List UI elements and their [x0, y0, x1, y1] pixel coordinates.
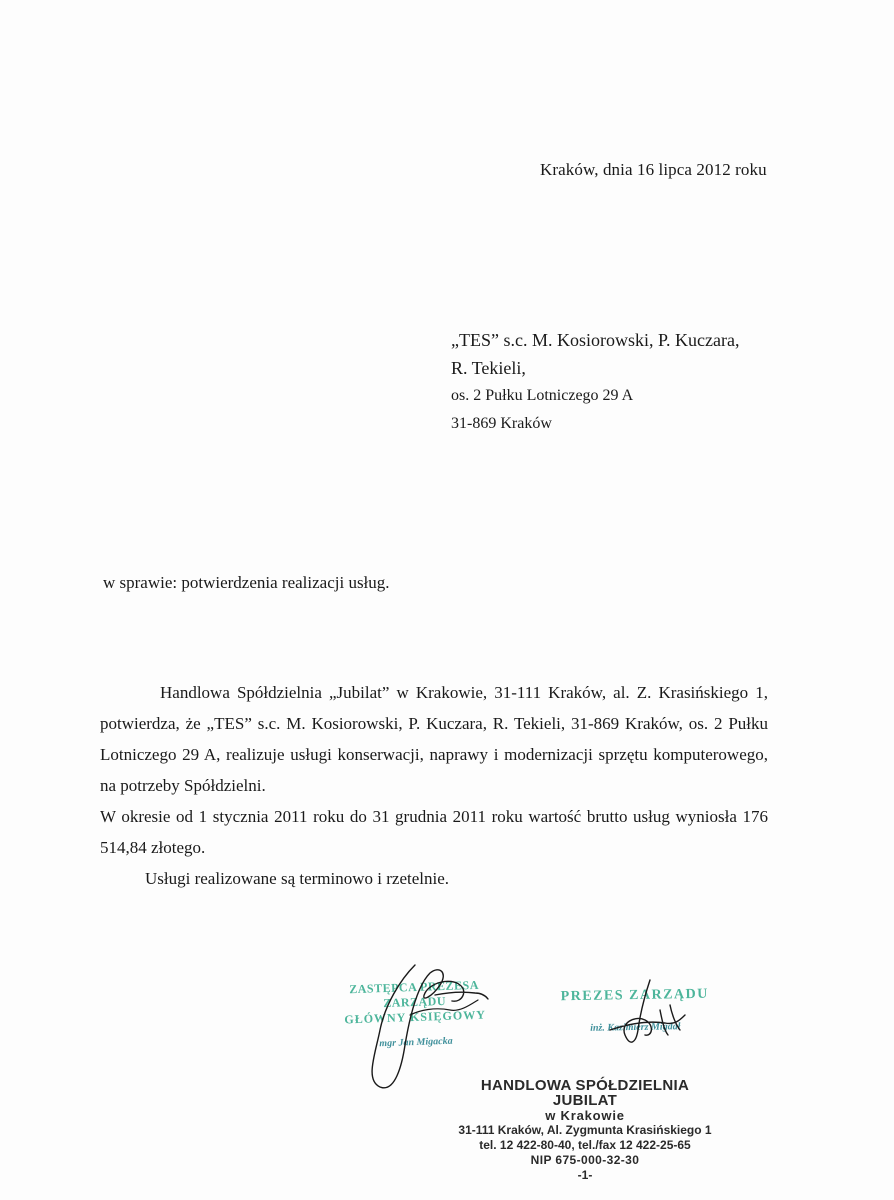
company-address: 31-111 Kraków, Al. Zygmunta Krasińskiego 1 [458, 1123, 712, 1137]
company-nip: NIP 675-000-32-30 [530, 1153, 640, 1167]
deputy-stamp-name: mgr Jan Migacka [379, 1035, 453, 1050]
body-paragraph-3: Usługi realizowane są terminowo i rzetelnie. [145, 869, 449, 888]
deputy-stamp-title: ZASTĘPCA PREZESA ZARZĄDU [348, 977, 480, 1011]
president-stamp [560, 987, 711, 1035]
company-city: w Krakowie [545, 1108, 625, 1123]
company-phone: tel. 12 422-80-40, tel./fax 12 422-25-65 [479, 1138, 691, 1152]
deputy-stamp-role: GŁÓWNY KSIĘGOWY [344, 1007, 487, 1027]
body-paragraph-2: W okresie od 1 stycznia 2011 roku do 31 grudnia 2011 roku wartość brutto usług wyniosła 176 514,84 złotego. [100, 807, 768, 857]
recipient-address [451, 326, 739, 438]
body-paragraph-1: Handlowa Spółdzielnia „Jubilat” w Krakowie, 31-111 Kraków, al. Z. Krasińskiego 1, potwierdza, że „TES” s.c. M. Kosiorowski, P. Kuczara, R. Tekieli, 31-869 Kraków, os. 2 Pułku Lotniczego 29 A, realizuje usługi konserwacji, naprawy i modernizacji sprzętu komputerowego, na potrzeby Spółdzielni. [100, 683, 768, 795]
company-name: HANDLOWA SPÓŁDZIELNIA JUBILAT [480, 1077, 690, 1109]
letter-subject: w sprawie: potwierdzenia realizacji usług. [103, 573, 390, 592]
recipient-line-4: 31-869 Kraków [451, 415, 552, 432]
president-stamp-title: PREZES ZARZĄDU [560, 986, 709, 1005]
recipient-line-3: os. 2 Pułku Lotniczego 29 A [451, 387, 634, 404]
company-stamp [455, 1078, 715, 1183]
letter-body [100, 677, 768, 894]
recipient-line-2: R. Tekieli, [451, 358, 526, 378]
letter-date: Kraków, dnia 16 lipca 2012 roku [540, 160, 767, 179]
deputy-president-stamp [329, 977, 501, 1051]
recipient-line-1: „TES” s.c. M. Kosiorowski, P. Kuczara, [451, 330, 740, 350]
president-stamp-name: inż. Kazimierz Migdał [590, 1021, 681, 1034]
page-number: -1- [577, 1168, 593, 1182]
